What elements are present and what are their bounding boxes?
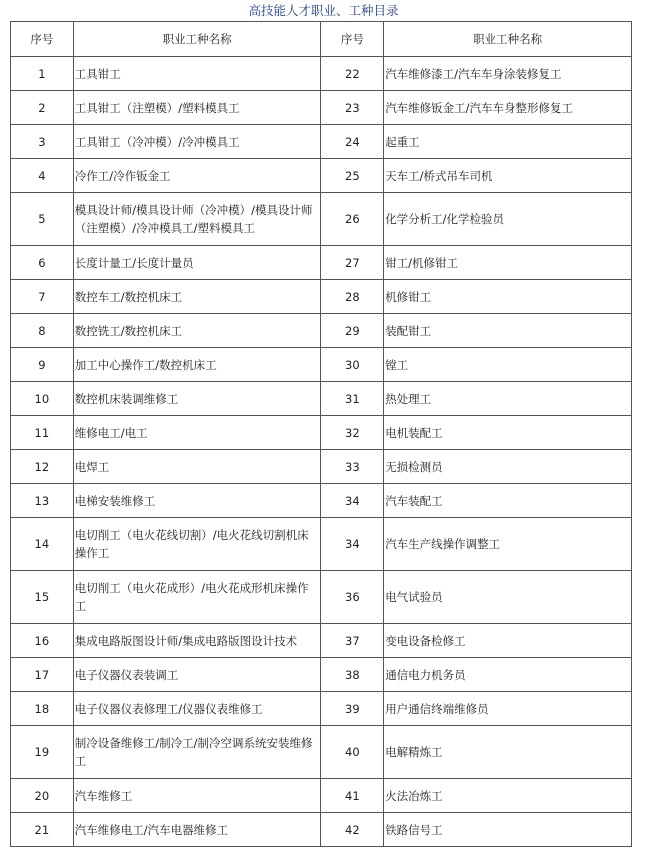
table-row [11, 159, 632, 193]
occupation-left: 制冷设备维修工/制冷工/制冷空调系统安装维修工 [73, 726, 321, 779]
serial-right: 39 [321, 692, 384, 726]
occupation-left: 集成电路版图设计师/集成电路版图设计技术 [73, 624, 321, 658]
serial-left: 11 [11, 416, 74, 450]
serial-left: 9 [11, 348, 74, 382]
serial-right: 25 [321, 159, 384, 193]
occupation-left: 汽车维修工 [73, 779, 321, 813]
occupation-left: 工具钳工（冷冲模）/冷冲模具工 [73, 125, 321, 159]
table-header-row [11, 22, 632, 57]
occupation-right: 汽车维修钣金工/汽车车身整形修复工 [384, 91, 632, 125]
occupation-right: 无损检测员 [384, 450, 632, 484]
serial-left: 18 [11, 692, 74, 726]
occupation-left: 数控车工/数控机床工 [73, 280, 321, 314]
occupation-left: 数控机床装调维修工 [73, 382, 321, 416]
serial-left: 16 [11, 624, 74, 658]
occupation-left: 电梯安装维修工 [73, 484, 321, 518]
serial-right: 42 [321, 813, 384, 847]
serial-left: 10 [11, 382, 74, 416]
header-occupation-right: 职业工种名称 [384, 22, 632, 57]
occupation-right: 通信电力机务员 [384, 658, 632, 692]
table-row [11, 450, 632, 484]
serial-left: 8 [11, 314, 74, 348]
occupation-catalog-table [10, 21, 632, 847]
table-row [11, 348, 632, 382]
serial-left: 21 [11, 813, 74, 847]
table-row [11, 416, 632, 450]
serial-left: 1 [11, 57, 74, 91]
table-row [11, 382, 632, 416]
occupation-right: 天车工/桥式吊车司机 [384, 159, 632, 193]
header-serial-right: 序号 [321, 22, 384, 57]
serial-left: 15 [11, 571, 74, 624]
table-row [11, 125, 632, 159]
table-row [11, 658, 632, 692]
occupation-left: 模具设计师/模具设计师（冷冲模）/模具设计师（注塑模）/冷冲模具工/塑料模具工 [73, 193, 321, 246]
table-row [11, 193, 632, 246]
occupation-right: 装配钳工 [384, 314, 632, 348]
occupation-left: 电子仪器仪表修理工/仪器仪表维修工 [73, 692, 321, 726]
table-row [11, 57, 632, 91]
header-serial-left: 序号 [11, 22, 74, 57]
serial-right: 40 [321, 726, 384, 779]
occupation-left: 数控铣工/数控机床工 [73, 314, 321, 348]
occupation-left: 电切削工（电火花线切割）/电火花线切割机床操作工 [73, 518, 321, 571]
serial-left: 6 [11, 246, 74, 280]
serial-right: 36 [321, 571, 384, 624]
serial-right: 41 [321, 779, 384, 813]
occupation-right: 钳工/机修钳工 [384, 246, 632, 280]
occupation-left: 维修电工/电工 [73, 416, 321, 450]
serial-right: 30 [321, 348, 384, 382]
occupation-right: 变电设备检修工 [384, 624, 632, 658]
occupation-right: 起重工 [384, 125, 632, 159]
table-row [11, 571, 632, 624]
occupation-left: 冷作工/冷作钣金工 [73, 159, 321, 193]
occupation-right: 汽车生产线操作调整工 [384, 518, 632, 571]
occupation-right: 用户通信终端维修员 [384, 692, 632, 726]
serial-right: 29 [321, 314, 384, 348]
occupation-left: 加工中心操作工/数控机床工 [73, 348, 321, 382]
serial-right: 33 [321, 450, 384, 484]
serial-right: 32 [321, 416, 384, 450]
serial-left: 14 [11, 518, 74, 571]
occupation-right: 化学分析工/化学检验员 [384, 193, 632, 246]
occupation-right: 机修钳工 [384, 280, 632, 314]
serial-left: 5 [11, 193, 74, 246]
occupation-right: 热处理工 [384, 382, 632, 416]
occupation-right: 电气试验员 [384, 571, 632, 624]
table-row [11, 246, 632, 280]
serial-left: 7 [11, 280, 74, 314]
occupation-right: 铁路信号工 [384, 813, 632, 847]
serial-left: 12 [11, 450, 74, 484]
occupation-right: 电解精炼工 [384, 726, 632, 779]
serial-right: 34 [321, 518, 384, 571]
serial-right: 34 [321, 484, 384, 518]
serial-right: 31 [321, 382, 384, 416]
serial-right: 37 [321, 624, 384, 658]
occupation-left: 汽车维修电工/汽车电器维修工 [73, 813, 321, 847]
serial-left: 4 [11, 159, 74, 193]
table-row [11, 91, 632, 125]
serial-left: 3 [11, 125, 74, 159]
occupation-left: 电焊工 [73, 450, 321, 484]
occupation-left: 长度计量工/长度计量员 [73, 246, 321, 280]
occupation-left: 电切削工（电火花成形）/电火花成形机床操作工 [73, 571, 321, 624]
serial-right: 23 [321, 91, 384, 125]
serial-left: 20 [11, 779, 74, 813]
table-row [11, 726, 632, 779]
serial-right: 38 [321, 658, 384, 692]
serial-left: 2 [11, 91, 74, 125]
serial-right: 22 [321, 57, 384, 91]
table-row [11, 518, 632, 571]
serial-right: 28 [321, 280, 384, 314]
serial-left: 13 [11, 484, 74, 518]
serial-right: 26 [321, 193, 384, 246]
page-title: 高技能人才职业、工种目录 [248, 3, 399, 18]
header-occupation-left: 职业工种名称 [73, 22, 321, 57]
serial-left: 17 [11, 658, 74, 692]
occupation-left: 电子仪器仪表装调工 [73, 658, 321, 692]
table-row [11, 314, 632, 348]
occupation-left: 工具钳工（注塑模）/塑料模具工 [73, 91, 321, 125]
serial-right: 27 [321, 246, 384, 280]
occupation-right: 汽车装配工 [384, 484, 632, 518]
table-row [11, 779, 632, 813]
table-row [11, 692, 632, 726]
occupation-right: 电机装配工 [384, 416, 632, 450]
table-row [11, 624, 632, 658]
serial-right: 24 [321, 125, 384, 159]
occupation-left: 工具钳工 [73, 57, 321, 91]
occupation-right: 镗工 [384, 348, 632, 382]
occupation-right: 火法冶炼工 [384, 779, 632, 813]
occupation-right: 汽车维修漆工/汽车车身涂装修复工 [384, 57, 632, 91]
table-row [11, 484, 632, 518]
table-row [11, 813, 632, 847]
serial-left: 19 [11, 726, 74, 779]
table-row [11, 280, 632, 314]
